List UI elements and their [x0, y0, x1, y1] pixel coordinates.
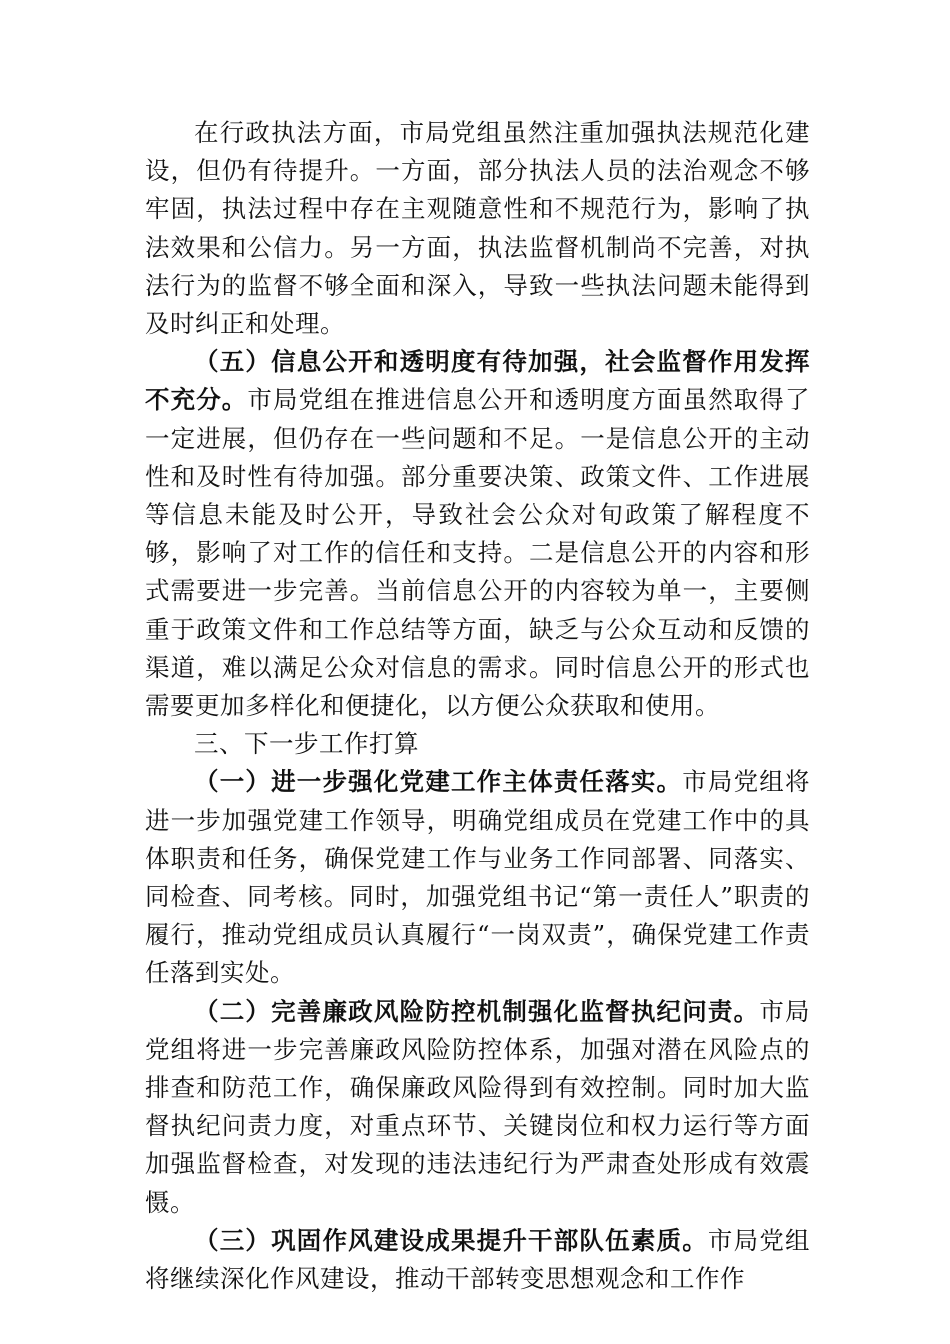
paragraph-plan-1	[145, 763, 810, 992]
document-page	[145, 114, 810, 1298]
section-3-title: 三、下一步工作打算	[194, 729, 419, 759]
plan-3-body: 市局党组将继续深化作风建设，推动干部转变思想观念和工作作	[145, 1225, 811, 1294]
item-5-body: 市局党组在推进信息公开和透明度方面虽然取得了一定进展，但仍存在一些问题和不足。一是信息公开的主动性和及时性有待加强。部分重要决策、政策文件、工作进展等信息未能及时公开，导致社会公众对旬政策了解程度不够，影响了对工作的信任和支持。二是信息公开的内容和形式需要进一步完善。当前信息公开的内容较为单一，主要侧重于政策文件和工作总结等方面，缺乏与公众互动和反馈的渠道，难以满足公众对信息的需求。同时信息公开的形式也需要更加多样化和便捷化，以方便公众获取和使用。	[145, 385, 811, 721]
paragraph-plan-3	[145, 1222, 810, 1298]
plan-1-heading: （一）进一步强化党建工作主体责任落实。	[194, 767, 683, 797]
plan-2-body: 市局党组将进一步完善廉政风险防控体系，加强对潜在风险点的排查和防范工作，确保廉政风险得到有效控制。同时加大监督执纪问责力度，对重点环节、关键岗位和权力运行等方面加强监督检查，对发现的违法违纪行为严肃查处形成有效震慑。	[145, 996, 811, 1217]
item-5-heading: （五）信息公开和透明度有待加强，社会监督作用发挥不充分。	[145, 347, 810, 415]
paragraph-law-enforcement: 在行政执法方面，市局党组虽然注重加强执法规范化建设，但仍有待提升。一方面，部分执法人员的法治观念不够牢固，执法过程中存在主观随意性和不规范行为，影响了执法效果和公信力。另一方面，执法监督机制尚不完善，对执法行为的监督不够全面和深入，导致一些执法问题未能得到及时纠正和处理。	[145, 118, 810, 339]
plan-3-heading: （三）巩固作风建设成果提升干部队伍素质。	[194, 1225, 708, 1255]
paragraph-item-5	[145, 343, 810, 725]
plan-2-heading: （二）完善廉政风险防控机制强化监督执纪问责。	[194, 996, 760, 1026]
plan-1-body: 市局党组将进一步加强党建工作领导，明确党组成员在党建工作中的具体职责和任务，确保党建工作与业务工作同部署、同落实、同检查、同考核。同时，加强党组书记“第一责任人”职责的履行，推动党组成员认真履行“一岗双责”，确保党建工作责任落到实处。	[145, 767, 811, 988]
paragraph-plan-2	[145, 993, 810, 1222]
